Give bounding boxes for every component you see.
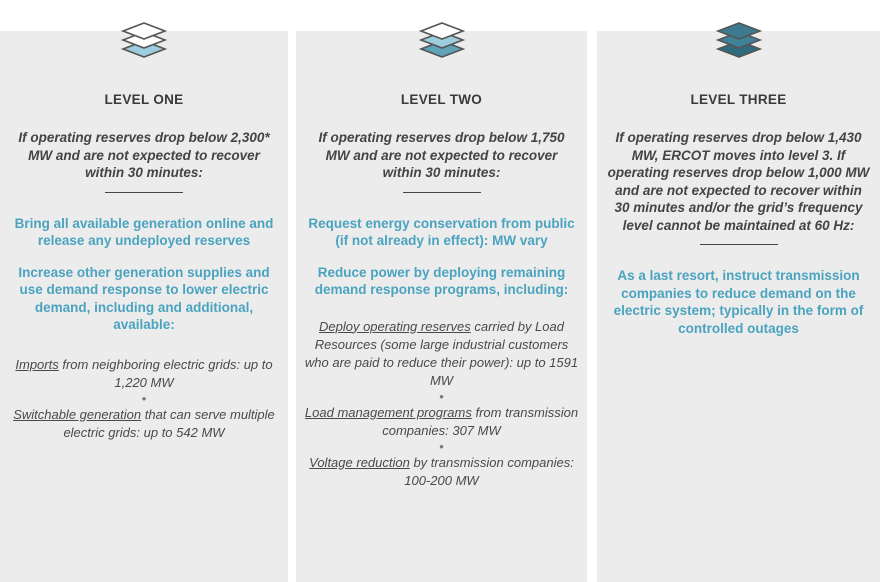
trigger-condition: If operating reserves drop below 1,750 MW and are not expected to recover within 30 minutes: (318, 130, 565, 180)
action-primary: As a last resort, instruct transmission companies to reduce demand on the electric system; typically in the form of controlled outages (613, 268, 864, 336)
detail-link: Imports (15, 356, 59, 372)
action-secondary: Increase other generation supplies and use demand response to lower electric demand, including and additional, available: (18, 264, 270, 332)
action-primary: Bring all available generation online and release any undeployed reserves (14, 215, 274, 248)
detail-switchable-generation: Switchable generation that can serve multiple electric grids: up to 542 MW (13, 406, 275, 440)
layers-icon (416, 11, 468, 63)
bullet-separator: • (439, 438, 444, 454)
level-one-panel (0, 31, 288, 582)
level-two-panel (296, 31, 587, 582)
detail-voltage-reduction: Voltage reduction by transmission companies: 100-200 MW (309, 454, 574, 488)
action-primary: Request energy conservation from public (if not already in effect): MW vary (308, 215, 575, 248)
level-title: LEVEL ONE (104, 92, 184, 107)
layers-icon (118, 11, 170, 63)
bullet-separator: • (141, 390, 147, 406)
divider (105, 192, 183, 193)
layers-icon (713, 11, 765, 63)
divider (403, 192, 481, 193)
trigger-condition: If operating reserves drop below 1,430 MW, ERCOT moves into level 3. If operating reserves drop below 1,000 MW and are not expected to recover within 30 minutes and/or the grid’s frequency level cannot be maintained at 60 Hz: (607, 130, 870, 233)
bullet-separator: • (439, 388, 444, 404)
detail-imports: Imports from neighboring electric grids: up to 1,220 MW (15, 356, 273, 390)
trigger-condition: If operating reserves drop below 2,300* MW and are not expected to recover within 30 minutes: (18, 130, 270, 180)
detail-link: Switchable generation (13, 406, 142, 422)
level-title: LEVEL THREE (690, 92, 787, 107)
divider (700, 244, 778, 245)
level-title: LEVEL TWO (400, 92, 483, 107)
detail-link: Load management programs (304, 404, 472, 420)
action-secondary: Reduce power by deploying remaining demand response programs, including: (314, 264, 569, 297)
detail-load-management: Load management programs from transmission companies: 307 MW (304, 404, 579, 438)
detail-link: Voltage reduction (309, 454, 410, 470)
level-three-panel (597, 31, 880, 582)
detail-link: Deploy operating reserves (319, 318, 471, 334)
detail-operating-reserves: Deploy operating reserves carried by Load Resources (some large industrial customers who are paid to reduce their power): up to 1591 MW (304, 318, 579, 388)
